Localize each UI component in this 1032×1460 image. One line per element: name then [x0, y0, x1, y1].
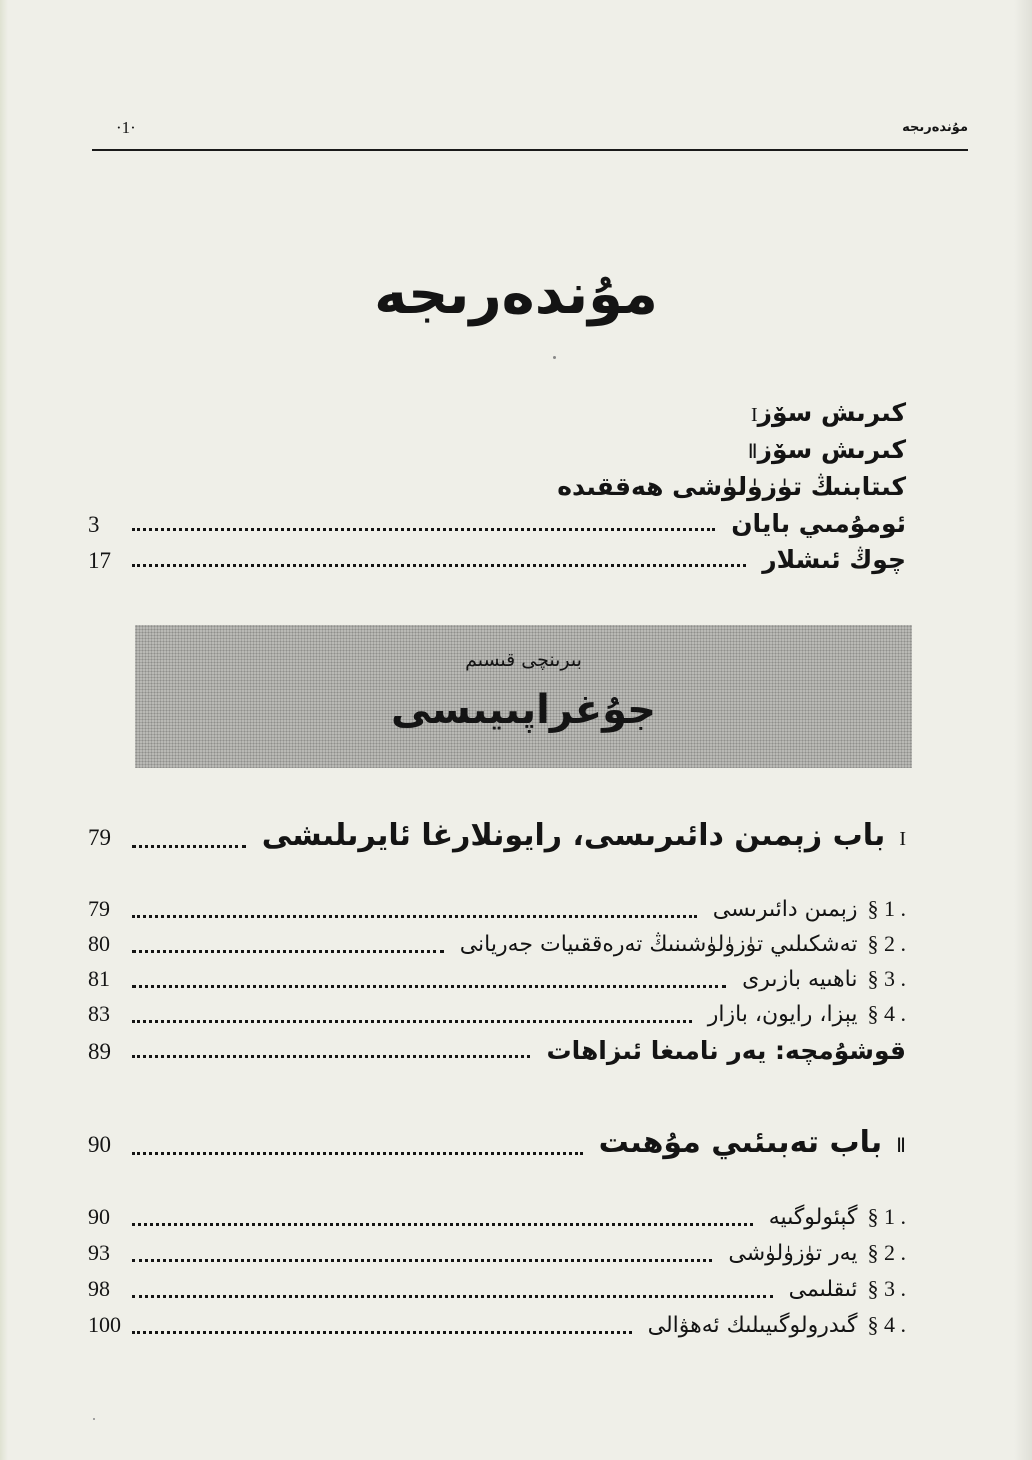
dot-leader [132, 564, 746, 567]
section-number: § 3 . [867, 1276, 906, 1301]
dot-leader [132, 1295, 773, 1298]
toc-page-number: 3 [88, 512, 100, 537]
part-banner [135, 625, 912, 768]
toc-chapter-title: Ⅱباب تەبىئىي مۇھىت [598, 1125, 906, 1160]
toc-section-2-2[interactable] [88, 1240, 906, 1276]
dot-leader [132, 1223, 753, 1226]
toc-section-2-4[interactable] [88, 1312, 906, 1348]
toc-entry-about-structure[interactable] [88, 472, 906, 508]
toc-entry-title: ئومۇمىي بايان [731, 509, 906, 538]
toc-entry-preface-1[interactable] [88, 398, 906, 434]
dot-leader [132, 1331, 632, 1334]
toc-page-number: 83 [88, 1001, 110, 1026]
toc-page-number: 17 [88, 548, 111, 573]
toc-chapter-1[interactable] [88, 818, 906, 862]
dot-leader [132, 1259, 712, 1262]
dot-leader [132, 915, 697, 918]
toc-page-number: 98 [88, 1276, 110, 1301]
dot-leader [132, 950, 444, 953]
section-number: § 1 . [867, 1204, 906, 1229]
toc-chapter-title: Iباب زېمىن دائىرىسى، رايونلارغا ئايرىلىشى [261, 818, 906, 853]
dot-leader [132, 1055, 530, 1058]
toc-section-1-4[interactable] [88, 1001, 906, 1037]
toc-entry-title: كىرىش سۆزⅡ [747, 435, 906, 464]
toc-page-number: 81 [88, 966, 110, 991]
part-title: جۇغراپىيىسى [391, 687, 656, 733]
toc-chapter-2[interactable] [88, 1125, 906, 1169]
toc-page-number: 79 [88, 825, 111, 850]
section-number: § 4 . [867, 1001, 906, 1026]
toc-section-1-1[interactable] [88, 896, 906, 932]
section-title: يېزا، رايون، بازار [707, 1002, 858, 1027]
toc-page-number: 90 [88, 1204, 110, 1229]
toc-section-2-3[interactable] [88, 1276, 906, 1312]
toc-page-number: 80 [88, 931, 110, 956]
section-title: ناھىيە بازىرى [742, 967, 858, 992]
toc-entry-title: كىتابنىڭ تۈزۈلۈشى ھەققىدە [557, 472, 906, 501]
section-number: § 2 . [867, 1240, 906, 1265]
page-title: مۇندەرىجە [374, 262, 658, 327]
toc-appendix-1[interactable] [88, 1036, 906, 1072]
toc-entry-overview[interactable] [88, 509, 906, 545]
section-title: زېمىن دائىرىسى [712, 897, 858, 922]
toc-page-number: 89 [88, 1039, 111, 1064]
toc-entry-preface-2[interactable] [88, 435, 906, 471]
section-number: § 3 . [867, 966, 906, 991]
section-title: گىدرولوگىيىلىك ئەھۋالى [647, 1313, 858, 1338]
running-title: مۇندەرىجە [902, 120, 968, 135]
page-edge-left [0, 0, 8, 1460]
running-header [92, 118, 968, 148]
section-title: يەر تۈزۈلۈشى [728, 1241, 858, 1266]
toc-section-1-2[interactable] [88, 931, 906, 967]
toc-section-2-1[interactable] [88, 1204, 906, 1240]
header-rule [92, 149, 968, 151]
page-edge-right [1014, 0, 1032, 1460]
dot-leader [132, 1152, 583, 1155]
toc-entry-title: چوڭ ئىشلار [762, 545, 906, 574]
section-title: ئىقلىمى [788, 1277, 858, 1302]
toc-section-1-3[interactable] [88, 966, 906, 1002]
toc-page-number: 93 [88, 1240, 110, 1265]
section-number: § 2 . [867, 931, 906, 956]
toc-page-number: 79 [88, 896, 110, 921]
scan-speck [93, 1418, 95, 1420]
scan-speck [553, 356, 556, 359]
dot-leader [132, 985, 726, 988]
toc-page-number: 90 [88, 1132, 111, 1157]
section-number: § 4 . [867, 1312, 906, 1337]
appendix-title: قوشۇمچە: يەر نامىغا ئىزاھات [546, 1036, 906, 1065]
section-title: تەشكىلىي تۈزۈلۈشىنىڭ تەرەققىيات جەريانى [459, 932, 858, 957]
toc-entry-title: كىرىش سۆزI [750, 398, 906, 427]
section-number: § 1 . [867, 896, 906, 921]
dot-leader [132, 845, 246, 848]
toc-page-number: 100 [88, 1312, 121, 1337]
part-label: بىرىنچى قىسىم [465, 649, 582, 671]
dot-leader [132, 528, 715, 531]
dot-leader [132, 1020, 692, 1023]
section-title: گېئولوگىيە [768, 1205, 858, 1230]
page-number: ·1· [116, 118, 136, 137]
toc-entry-major-events[interactable] [88, 545, 906, 581]
